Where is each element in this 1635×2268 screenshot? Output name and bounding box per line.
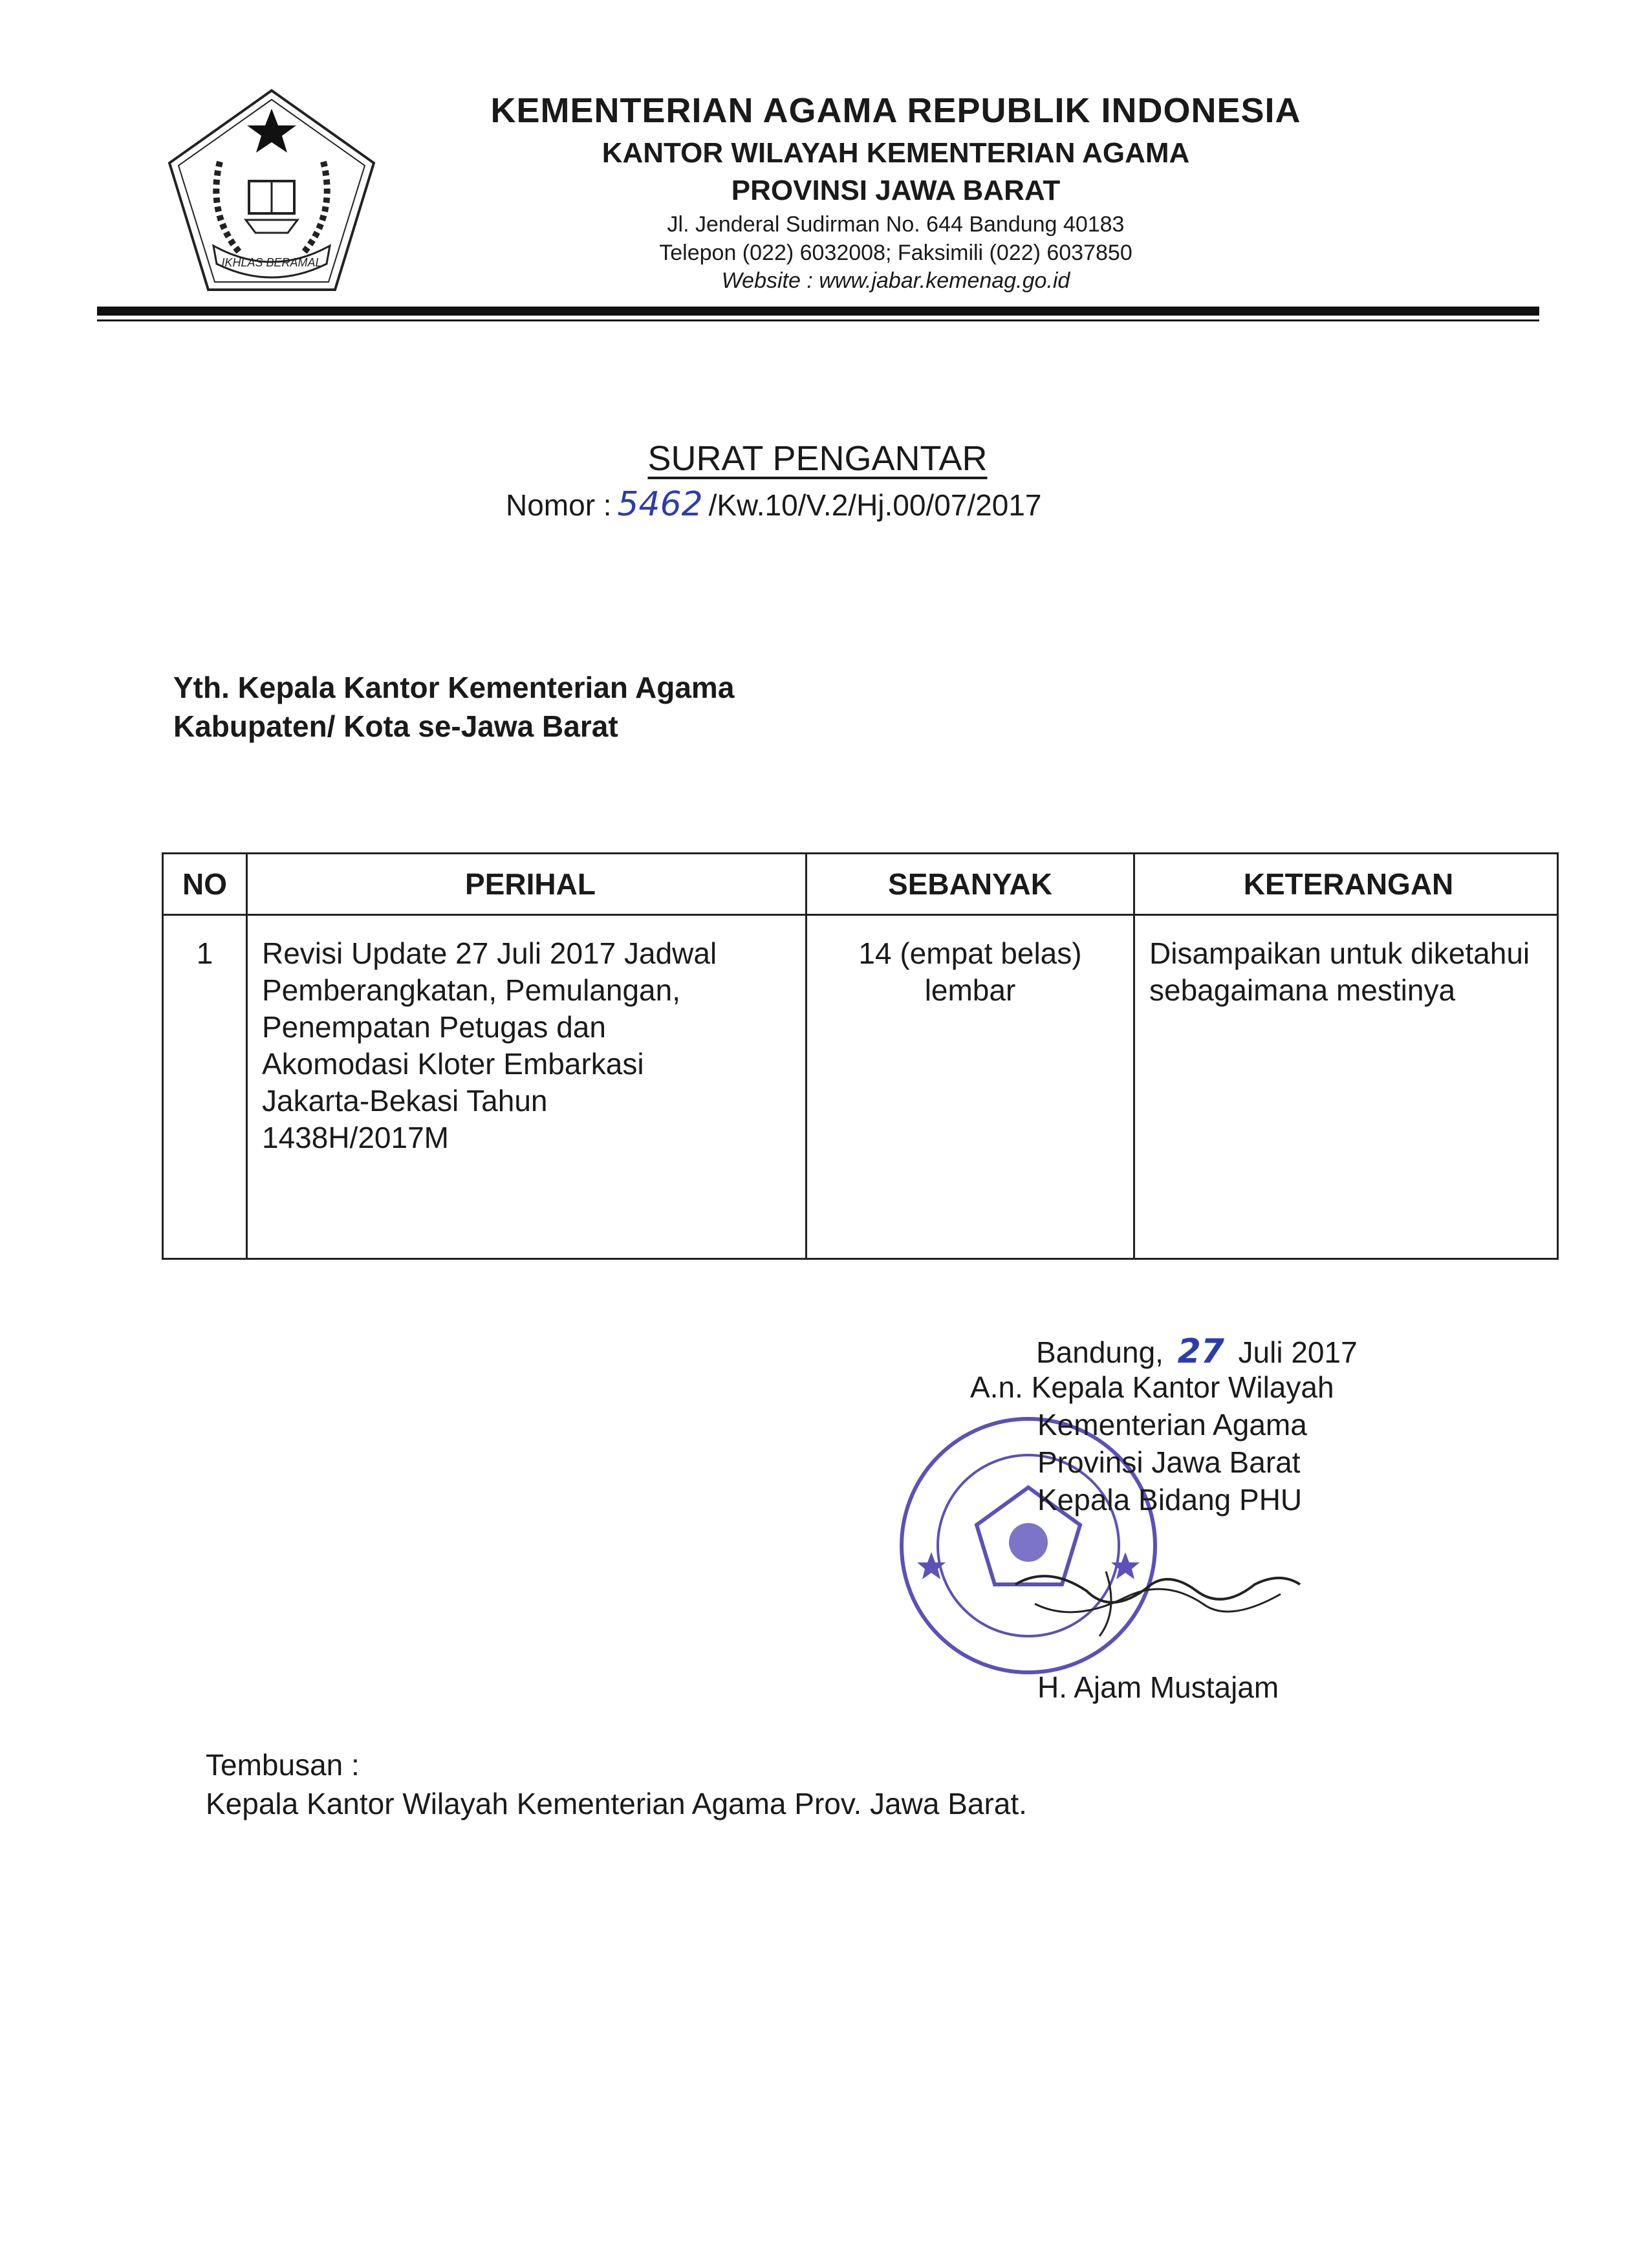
letter-number: Nomor : 5462 /Kw.10/V.2/Hj.00/07/2017 (506, 485, 1042, 524)
table-row (163, 915, 1558, 1259)
signature-position: Kepala Bidang PHU (1037, 1483, 1303, 1517)
cell-keterangan: Disampaikan untuk diketahui sebagaimana mestinya (1134, 915, 1558, 1259)
letterhead-divider-thin (97, 319, 1539, 321)
letterhead-province: PROVINSI JAWA BARAT (731, 175, 1061, 206)
kemenag-logo (162, 84, 382, 297)
handwritten-signature (1009, 1559, 1306, 1656)
header-sebanyak: SEBANYAK (807, 854, 1134, 915)
letter-title: SURAT PENGANTAR (647, 439, 988, 478)
signature-ministry: Kementerian Agama (1037, 1408, 1307, 1442)
tembusan-label: Tembusan : (206, 1748, 360, 1782)
letterhead-address: Jl. Jenderal Sudirman No. 644 Bandung 40183 (667, 212, 1125, 237)
letterhead-phone: Telepon (022) 6032008; Faksimili (022) 6037850 (659, 241, 1132, 265)
tembusan-item: Kepala Kantor Wilayah Kementerian Agama Prov. Jawa Barat. (206, 1787, 1027, 1820)
header-perihal: PERIHAL (247, 854, 807, 915)
letterhead-divider-thick (97, 307, 1539, 316)
signatory-name: H. Ajam Mustajam (1037, 1670, 1279, 1704)
signature-province: Provinsi Jawa Barat (1037, 1445, 1301, 1479)
addressee-line-2: Kabupaten/ Kota se-Jawa Barat (173, 709, 618, 743)
cell-no: 1 (163, 915, 247, 1259)
addressee-line-1: Yth. Kepala Kantor Kementerian Agama (173, 671, 735, 704)
letterhead-ministry: KEMENTERIAN AGAMA REPUBLIK INDONESIA (490, 91, 1301, 130)
header-keterangan: KETERANGAN (1134, 854, 1558, 915)
signature-day-handwritten: 27 (1177, 1332, 1224, 1371)
document-table (162, 852, 1559, 1260)
svg-text:IKHLAS BERAMAL: IKHLAS BERAMAL (221, 256, 322, 269)
letterhead-office: KANTOR WILAYAH KEMENTERIAN AGAMA (601, 137, 1190, 169)
signature-date: Bandung, 27 Juli 2017 (1036, 1332, 1358, 1371)
cell-sebanyak: 14 (empat belas) lembar (807, 915, 1134, 1259)
cell-perihal: Revisi Update 27 Juli 2017 Jadwal Pemberangkatan, Pemulangan, Penempatan Petugas dan Akomodasi Kloter Embarkasi Jakarta-Bekasi Tahun 1438H/2017M (247, 915, 807, 1259)
letter-number-handwritten: 5462 (617, 485, 703, 524)
signature-on-behalf: A.n. Kepala Kantor Wilayah (970, 1370, 1334, 1404)
letterhead-website: Website : www.jabar.kemenag.go.id (721, 268, 1070, 293)
header-no: NO (163, 854, 247, 915)
table-header-row (163, 854, 1558, 915)
